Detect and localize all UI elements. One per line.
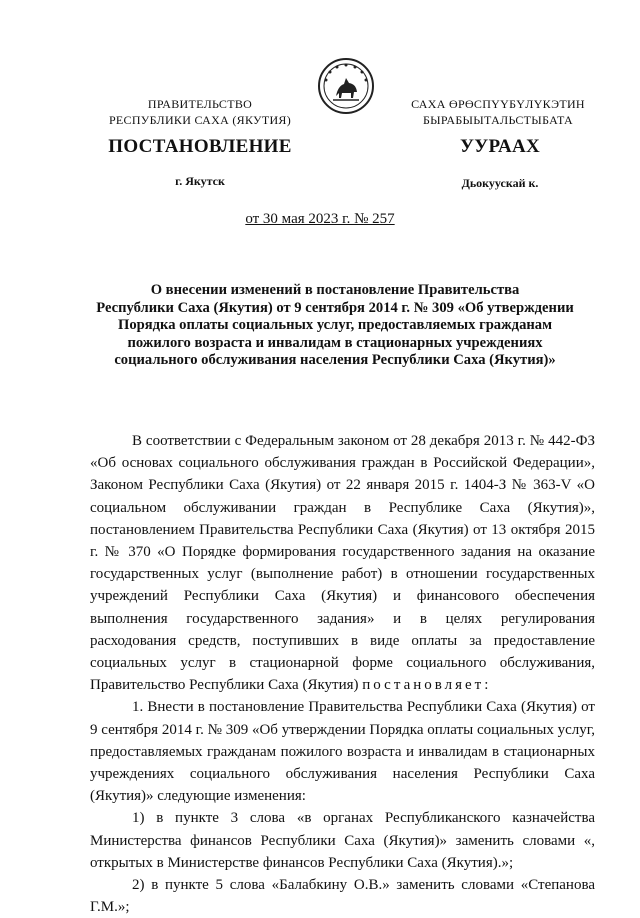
title-line: социального обслуживания населения Республики Саха (Якутия)» — [114, 352, 556, 369]
preamble-paragraph — [90, 430, 595, 696]
coat-of-arms-emblem-icon — [316, 56, 376, 116]
government-name-sakha-line2: БЫРАБЫЫТАЛЬСТЫБАТА — [422, 113, 574, 127]
title-line: пожилого возраста и инвалидам в стационарных учреждениях — [127, 334, 543, 351]
doc-type-ru: ПОСТАНОВЛЕНИЕ — [108, 136, 292, 157]
government-name-ru — [100, 96, 300, 128]
city-ru: г. Якутск — [175, 174, 225, 188]
title-line: Республики Саха (Якутия) от 9 сентября 2014 г. № 309 «Об утверждении — [96, 299, 574, 316]
subitem-2-paragraph: 2) в пункте 5 слова «Балабкину О.В.» заменить словами «Степанова Г.М.»; — [90, 877, 595, 916]
government-name-sakha-line1: САХА ӨРӨСПҮҮБҮЛҮКЭТИН — [411, 97, 585, 111]
item-1-paragraph: 1. Внести в постановление Правительства Республики Саха (Якутия) от 9 сентября 2014 г. № 309 «Об утверждении Порядка оплаты социальных услуг, предоставляемых гражданам пожилого возраста и инвалидам в стационарных учреждениях социального обслуживания населения Республики Саха (Якутия)» следующие изменения: — [90, 699, 595, 805]
government-name-ru-line1: ПРАВИТЕЛЬСТВО — [147, 97, 253, 111]
doc-type-sakha: УУРААХ — [459, 136, 541, 157]
title-line: Порядка оплаты социальных услуг, предоставляемых гражданам — [117, 317, 553, 334]
subitem-1-paragraph: 1) в пункте 3 слова «в органах Республиканского казначейства Министерства финансов Республики Саха (Якутия)» заменить словами «, открытых в Министерстве финансов Республики Саха (Якутия).»; — [90, 810, 595, 871]
resolution-title — [70, 282, 600, 370]
title-line: О внесении изменений в постановление Правительства — [150, 282, 520, 298]
resolves-word: постановляет: — [362, 677, 492, 694]
government-name-ru-line2: РЕСПУБЛИКИ САХА (ЯКУТИЯ) — [108, 113, 292, 127]
city-sakha: Дьокуускай к. — [461, 176, 539, 190]
government-name-sakha — [388, 96, 608, 128]
preamble-text: В соответствии с Федеральным законом от 28 декабря 2013 г. № 442-ФЗ «Об основах социального обслуживания граждан в Российской Федерации», Законом Республики Саха (Якутия) от 22 января 2015 г. 1404-З № 363-V «О социальном обслуживании граждан в Республике Саха (Якутия)», постановлением Правительства Республики Саха (Якутия) от 13 октября 2015 г. № 370 «О Порядке формирования государственного задания на оказание государственных услуг (выполнение работ) в отношении государственных учреждений Республики Саха (Якутия) и финансового обеспечения выполнения государственного задания» и в целях регулирования расходования средств, поступивших в виде оплаты за предоставление социальных услуг в стационарной форме социального обслуживания, Правительство Республики Саха (Якутия) — [90, 433, 595, 694]
resolution-body — [90, 430, 595, 918]
date-number: от 30 мая 2023 г. № 257 — [245, 211, 395, 227]
